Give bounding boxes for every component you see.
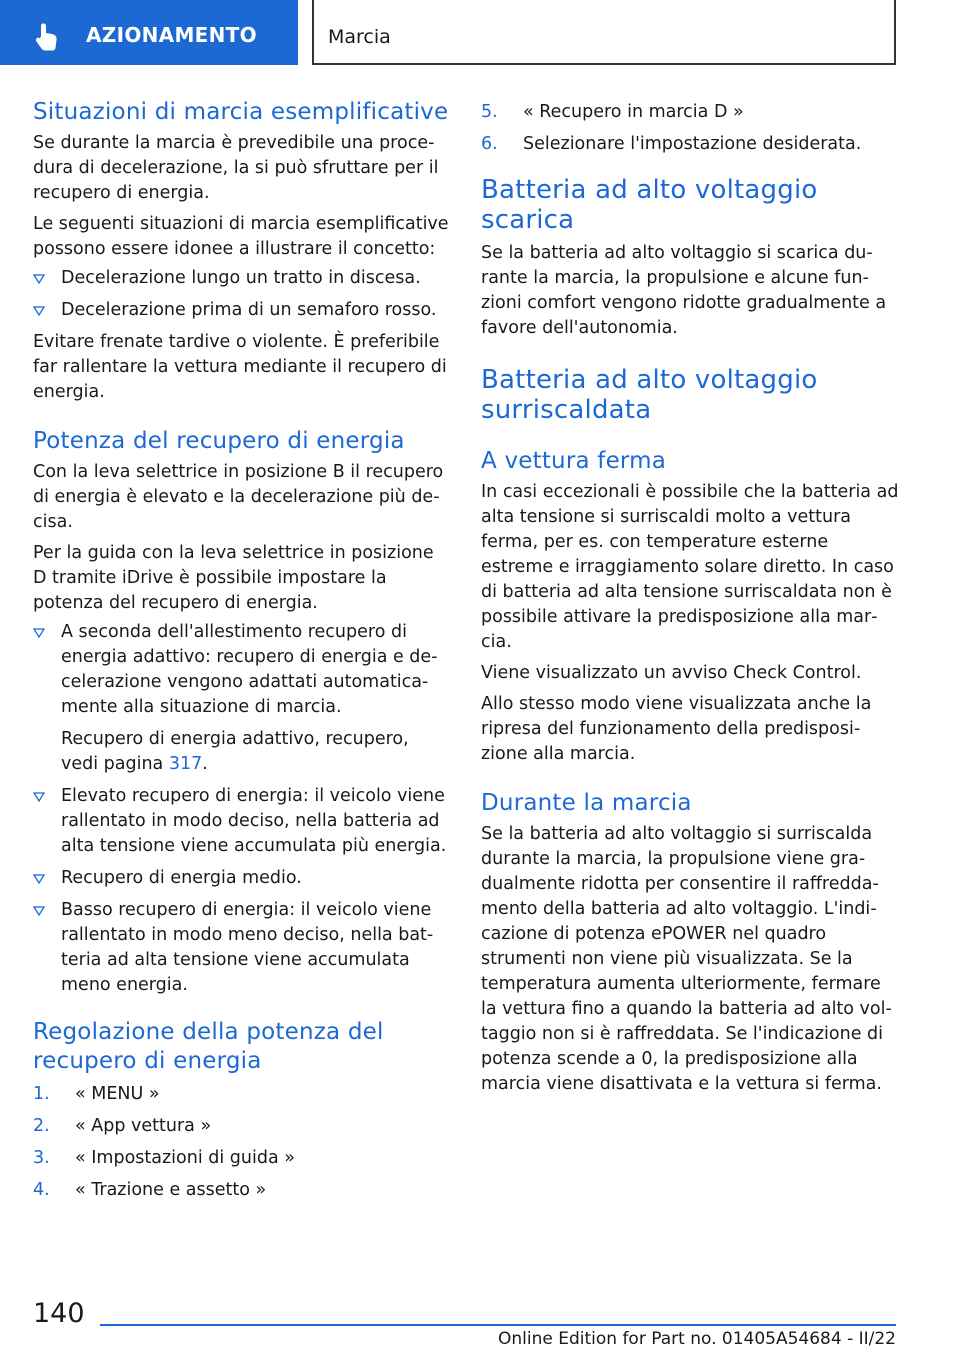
paragraph: Se la batteria ad alto voltaggio si scarica durante la marcia, la propulsione e alcune funzioni comfort vengono ridotte gradualmente a favore dell'autonomia.: [481, 243, 887, 338]
paragraph: Se la batteria ad alto voltaggio si surriscalda durante la marcia, la propulsione viene gradualmente ridotta per consentire il raffreddamento della batteria ad alto voltaggio. L'indicazione di potenza ePOWER nel quadro strumenti non viene più visualizzata. Se la temperatura aumenta ulteriormente, fermare la vettura fino a quando la batteria ad alto voltaggio non si è raffreddata. Se l'indicazione di potenza scende a 0, la predisposizione alla marcia viene disattivata e la vettura si ferma.: [481, 824, 892, 1094]
header-topic-label: Marcia: [328, 26, 391, 48]
step-item: [481, 100, 899, 125]
cross-reference-end: .: [202, 754, 208, 774]
section-title-recovery-setting: Regolazione della potenza del recupero di energia: [33, 1019, 384, 1074]
step-number: 3.: [33, 1148, 50, 1168]
step-item: [33, 1146, 451, 1171]
step-number: 2.: [33, 1116, 50, 1136]
bullet-list: [33, 620, 451, 998]
list-item-text: A seconda dell'allestimento recupero di energia adattivo: recupero di energia e decelerazione vengono adattati automaticamente alla situazione di marcia.: [61, 622, 438, 717]
footer-edition: Online Edition for Part no. 01405A54684 - II/22: [497, 1329, 896, 1349]
paragraph: Viene visualizzato un avviso Check Control.: [481, 663, 862, 683]
step-number: 5.: [481, 102, 498, 122]
step-number: 1.: [33, 1084, 50, 1104]
subsection-title-vehicle-stopped: A vettura ferma: [481, 448, 667, 474]
section-title-battery-low: Batteria ad alto voltaggio scarica: [481, 175, 818, 235]
section-title-recovery-power: Potenza del recupero di energia: [33, 428, 405, 454]
triangle-bullet-icon: [33, 306, 45, 316]
section-title-example-situations: Situazioni di marcia esemplificative: [33, 99, 449, 125]
header-section-tab: [0, 0, 298, 65]
cross-reference: [61, 727, 451, 777]
list-item-text: Decelerazione lungo un tratto in discesa.: [61, 268, 421, 288]
triangle-bullet-icon: [33, 874, 45, 884]
subsection-title-while-driving: Durante la marcia: [481, 790, 692, 816]
section-title-battery-overheated: Batteria ad alto voltaggio surriscaldata: [481, 365, 818, 425]
list-item: [33, 266, 451, 291]
step-text: « MENU »: [75, 1084, 160, 1104]
list-item-text: Basso recupero di energia: il veicolo viene rallentato in modo meno deciso, nella batteria ad alta tensione viene accumulata meno energia.: [61, 900, 434, 995]
list-item: [33, 898, 451, 998]
triangle-bullet-icon: [33, 274, 45, 284]
step-text: « Trazione e assetto »: [75, 1180, 267, 1200]
list-item-text: Elevato recupero di energia: il veicolo viene rallentato in modo deciso, nella batteria ad alta tensione viene accumulata più energia.: [61, 786, 447, 856]
left-column: [33, 98, 451, 1210]
list-item-text: Decelerazione prima di un semaforo rosso.: [61, 300, 437, 320]
paragraph: Con la leva selettrice in posizione B il recupero di energia è elevato e la decelerazione più decisa.: [33, 462, 444, 532]
paragraph: In casi eccezionali è possibile che la batteria ad alta tensione si surriscaldi molto a vettura ferma, per es. con temperature esterne estreme e irraggiamento solare diretto. In caso di batteria ad alta tensione surriscaldata non è possibile attivare la predisposizione alla marcia.: [481, 482, 899, 652]
list-item: [33, 298, 451, 323]
paragraph: Le seguenti situazioni di marcia esemplificative possono essere idonee a illustrare il concetto:: [33, 214, 449, 259]
paragraph: Se durante la marcia è prevedibile una procedura di decelerazione, la si può sfruttare per il recupero di energia.: [33, 133, 439, 203]
list-item-text: Recupero di energia medio.: [61, 868, 302, 888]
header-topic-box: [312, 0, 896, 65]
step-number: 6.: [481, 134, 498, 154]
page-number: 140: [33, 1298, 85, 1329]
triangle-bullet-icon: [33, 792, 45, 802]
paragraph: Per la guida con la leva selettrice in posizione D tramite iDrive è possibile impostare la potenza del recupero di energia.: [33, 543, 434, 613]
steps-list: [33, 1082, 451, 1203]
list-item: [33, 784, 451, 859]
step-text: « Impostazioni di guida »: [75, 1148, 295, 1168]
list-item: [33, 620, 451, 777]
cross-reference-text: Recupero di energia adattivo, recupero, vedi pagina: [61, 729, 409, 774]
triangle-bullet-icon: [33, 906, 45, 916]
paragraph: Evitare frenate tardive o violente. È preferibile far rallentare la vettura mediante il recupero di energia.: [33, 332, 447, 402]
step-text: Selezionare l'impostazione desiderata.: [523, 134, 862, 154]
step-item: [33, 1082, 451, 1107]
step-item: [481, 132, 899, 157]
step-number: 4.: [33, 1180, 50, 1200]
footer-divider: [100, 1324, 896, 1326]
right-column: [481, 98, 899, 1097]
triangle-bullet-icon: [33, 628, 45, 638]
step-text: « App vettura »: [75, 1116, 212, 1136]
header-section-label: AZIONAMENTO: [86, 23, 257, 47]
paragraph: Allo stesso modo viene visualizzata anche la ripresa del funzionamento della predisposizione alla marcia.: [481, 694, 872, 764]
step-item: [33, 1178, 451, 1203]
step-item: [33, 1114, 451, 1139]
list-item: [33, 866, 451, 891]
page-link-317[interactable]: 317: [168, 754, 203, 774]
bullet-list: [33, 266, 451, 323]
step-text: « Recupero in marcia D »: [523, 102, 744, 122]
steps-list: [481, 100, 899, 157]
hand-pointer-icon: [32, 22, 62, 52]
